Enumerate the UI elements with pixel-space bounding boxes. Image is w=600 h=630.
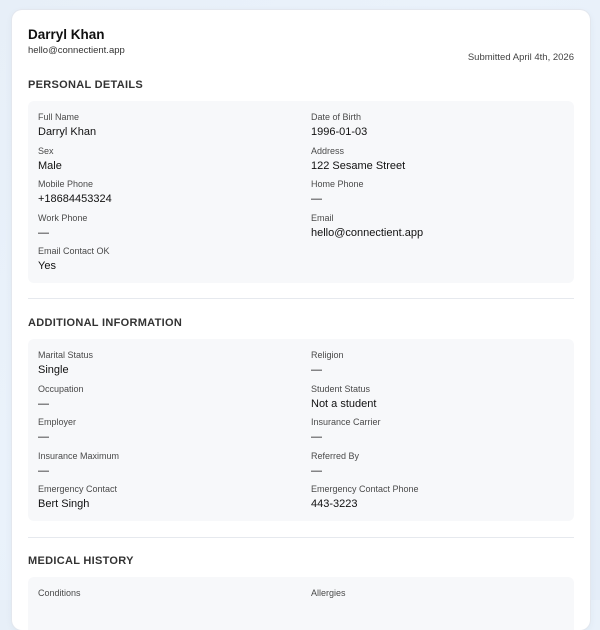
patient-name: Darryl Khan	[28, 27, 105, 42]
field-marital-status	[38, 350, 93, 376]
field-label: Email Contact OK	[38, 246, 110, 256]
field-insurance-carrier	[311, 417, 381, 443]
field-label: Student Status	[311, 384, 371, 394]
field-email-contact-ok	[38, 246, 110, 272]
field-value: Bert Singh	[38, 498, 90, 510]
submitted-date: Submitted April 4th, 2026	[467, 52, 574, 63]
field-label: Conditions	[38, 588, 81, 598]
field-label: Date of Birth	[311, 112, 362, 122]
field-label: Religion	[311, 350, 344, 360]
section-divider	[28, 298, 574, 299]
patient-header	[28, 27, 574, 67]
field-employer	[38, 417, 76, 443]
field-value: Single	[38, 364, 69, 376]
field-label: Insurance Maximum	[38, 451, 120, 461]
field-referred-by	[311, 451, 359, 477]
field-sex	[38, 146, 62, 172]
field-student-status	[311, 384, 376, 410]
section-divider	[28, 537, 574, 538]
field-home-phone	[311, 179, 364, 205]
field-value: Not a student	[311, 398, 377, 410]
field-value: —	[311, 364, 322, 376]
field-date-of-birth	[311, 112, 367, 138]
field-value: 122 Sesame Street	[311, 160, 406, 172]
field-insurance-maximum	[38, 451, 119, 477]
patient-intake-card	[12, 10, 590, 630]
field-full-name	[38, 112, 96, 138]
field-label: Full Name	[38, 112, 80, 122]
field-religion	[311, 350, 344, 376]
field-value: 1996-01-03	[311, 126, 368, 138]
field-email	[311, 213, 423, 239]
field-label: Home Phone	[311, 179, 364, 189]
field-emergency-contact	[38, 484, 117, 510]
field-label: Emergency Contact Phone	[311, 484, 419, 494]
field-value: —	[311, 193, 322, 205]
field-label: Mobile Phone	[38, 179, 94, 189]
additional-information-panel	[28, 339, 574, 521]
field-address	[311, 146, 405, 172]
field-label: Sex	[38, 146, 54, 156]
field-value: —	[311, 465, 322, 477]
field-label: Insurance Carrier	[311, 417, 381, 427]
field-value: +18684453324	[38, 193, 112, 205]
section-title-personal-details: PERSONAL DETAILS	[28, 79, 144, 91]
field-mobile-phone	[38, 179, 112, 205]
field-label: Address	[311, 146, 345, 156]
field-value: hello@connectient.app	[311, 227, 424, 239]
field-value: Yes	[38, 260, 56, 272]
field-emergency-contact-phone	[311, 484, 419, 510]
field-work-phone	[38, 213, 87, 239]
field-value: —	[38, 227, 49, 239]
medical-history-panel	[28, 577, 574, 630]
field-label: Referred By	[311, 451, 360, 461]
field-conditions	[38, 588, 81, 598]
field-label: Occupation	[38, 384, 84, 394]
field-label: Email	[311, 213, 334, 223]
section-title-medical-history: MEDICAL HISTORY	[28, 555, 134, 567]
patient-email[interactable]: hello@connectient.app	[28, 45, 125, 56]
field-value: Darryl Khan	[38, 126, 97, 138]
personal-details-panel	[28, 101, 574, 283]
field-label: Emergency Contact	[38, 484, 118, 494]
field-occupation	[38, 384, 84, 410]
field-value: —	[38, 465, 49, 477]
field-allergies	[311, 588, 346, 598]
field-value: —	[38, 431, 49, 443]
section-title-additional-information: ADDITIONAL INFORMATION	[28, 317, 183, 329]
field-label: Allergies	[311, 588, 346, 598]
field-value: Male	[38, 160, 62, 172]
field-value: 443-3223	[311, 498, 358, 510]
field-label: Employer	[38, 417, 77, 427]
field-value: —	[311, 431, 322, 443]
field-label: Work Phone	[38, 213, 88, 223]
field-value: —	[38, 398, 49, 410]
field-label: Marital Status	[38, 350, 94, 360]
